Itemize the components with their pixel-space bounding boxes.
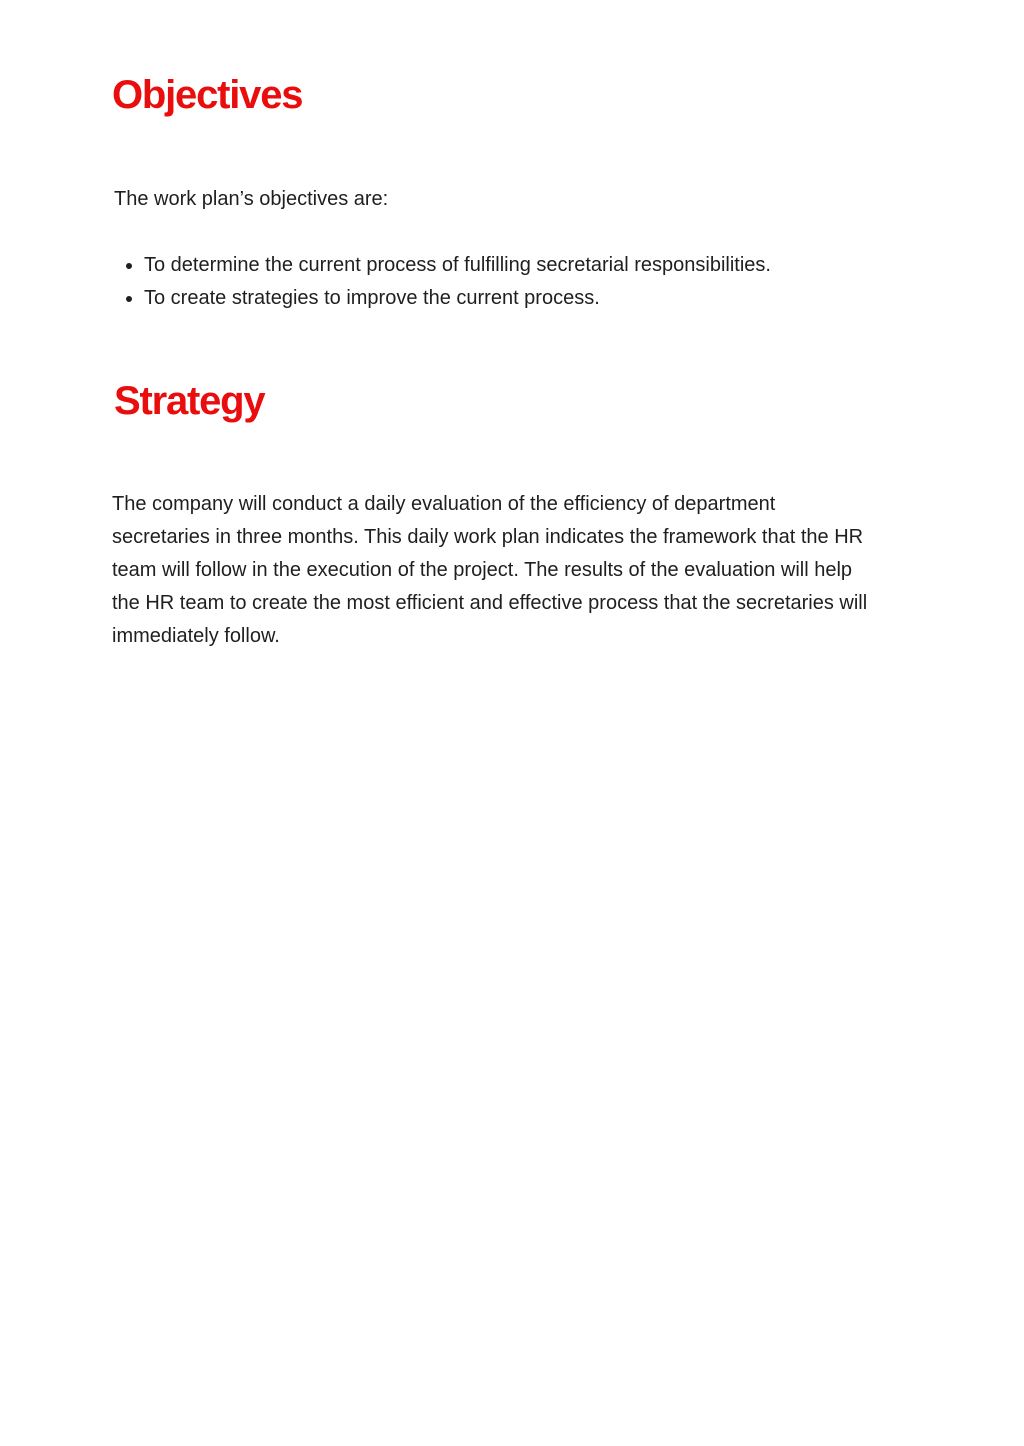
objectives-list-item-text: To create strategies to improve the current process. <box>144 287 600 309</box>
objectives-list-item <box>120 282 771 315</box>
objectives-list <box>120 249 771 315</box>
strategy-heading: Strategy <box>114 379 265 423</box>
strategy-paragraph-line: the HR team to create the most efficient and effective process that the secretaries will <box>112 592 868 614</box>
objectives-list-item-text: To determine the current process of fulfilling secretarial responsibilities. <box>144 254 771 276</box>
strategy-paragraph <box>112 488 912 653</box>
strategy-paragraph-line: secretaries in three months. This daily work plan indicates the framework that the HR <box>112 526 864 548</box>
objectives-list-item <box>120 249 771 282</box>
bullet-dot-icon <box>126 296 132 302</box>
objectives-heading: Objectives <box>112 73 303 117</box>
strategy-paragraph-line: team will follow in the execution of the project. The results of the evaluation will help <box>112 559 853 581</box>
bullet-dot-icon <box>126 263 132 269</box>
strategy-paragraph-line: immediately follow. <box>112 625 280 647</box>
strategy-paragraph-line: The company will conduct a daily evaluation of the efficiency of department <box>112 493 776 515</box>
objectives-intro: The work plan’s objectives are: <box>114 188 389 210</box>
